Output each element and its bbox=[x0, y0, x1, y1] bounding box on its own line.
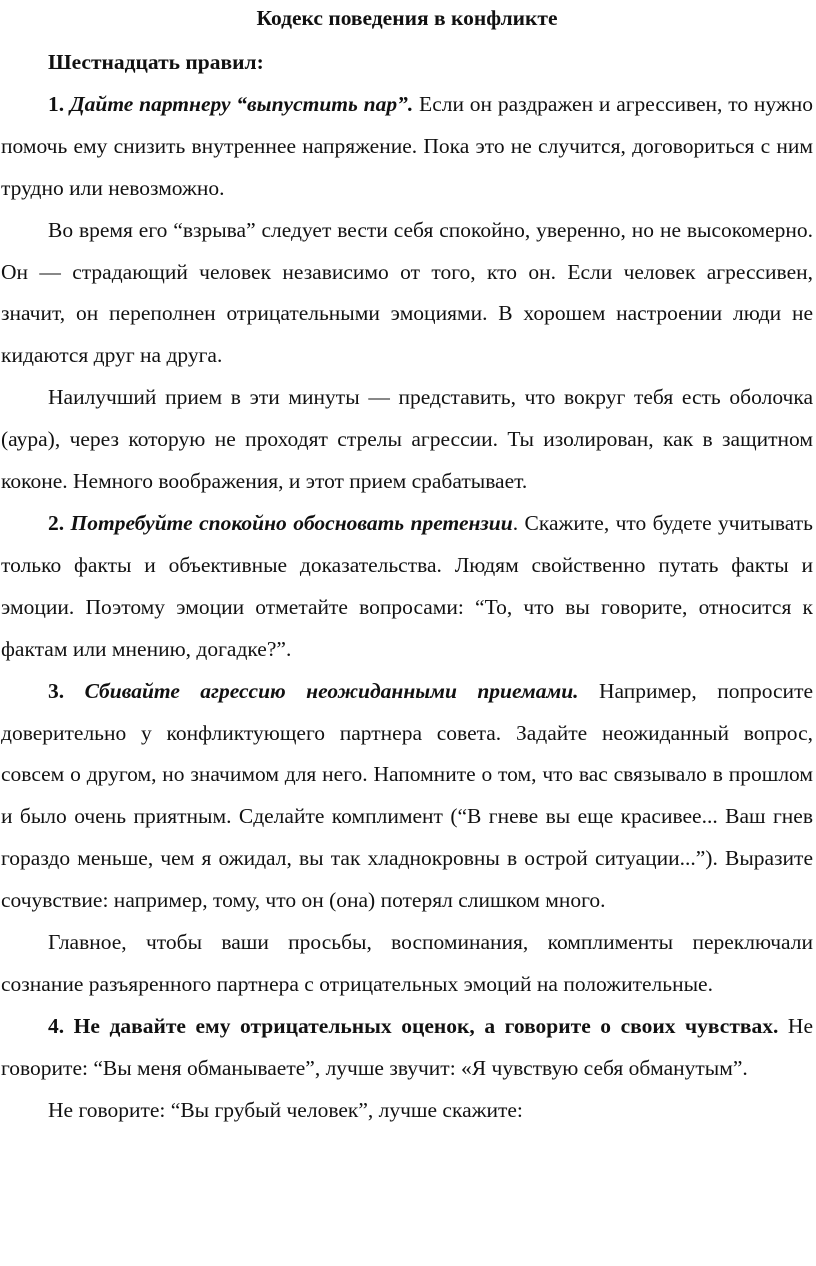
rule-1-number: 1. bbox=[48, 91, 65, 116]
rule-1-heading: Дайте партнеру “выпустить пар”. bbox=[69, 91, 414, 116]
rule-4-text: Не говорите: “Вы меня обманываете”, лучше звучит: «Я чувствую себя обманутым”. bbox=[1, 1013, 813, 1080]
rule-4-number: 4. bbox=[48, 1013, 65, 1038]
rule-3-text: Например, попросите доверительно у конфликтующего партнера совета. Задайте неожиданный вопрос, совсем о другом, но значимом для него. Напомните о том, что вас связывало в прошлом и было очень приятным. Сделайте комплимент (“В гневе вы еще красивее... Ваш гнев гораздо меньше, чем я ожидал, вы так хладнокровны в острой ситуации...”). Выразите сочувствие: например, тому, что он (она) потерял слишком много. bbox=[1, 678, 814, 913]
rule-2-paragraph bbox=[1, 503, 813, 671]
rule-4-paragraph bbox=[1, 1006, 813, 1090]
rule-4-heading: Не давайте ему отрицательных оценок, а говорите о своих чувствах. bbox=[73, 1013, 779, 1038]
document-subtitle: Шестнадцать правил: bbox=[48, 50, 264, 74]
rule-2-number: 2. bbox=[48, 510, 65, 535]
rule-3-heading: Сбивайте агрессию неожиданными приемами. bbox=[84, 678, 579, 703]
rule-2-heading: Потребуйте спокойно обосновать претензии bbox=[70, 510, 513, 535]
explosion-paragraph: Во время его “взрыва” следует вести себя спокойно, уверенно, но не высокомерно. Он — страдающий человек независимо от того, кто он. Если человек агрессивен, значит, он переполнен отрицательными эмоциями. В хорошем настроении люди не кидаются друг на друга. bbox=[1, 217, 813, 368]
rule-2-text: . Скажите, что будете учитывать только факты и объективные доказательства. Людям свойственно путать факты и эмоции. Поэтому эмоции отметайте вопросами: “То, что вы говорите, относится к фактам или мнению, догадке?”. bbox=[1, 510, 813, 661]
rule-1-text: Если он раздражен и агрессивен, то нужно помочь ему снизить внутреннее напряжение. Пока это не случится, договориться с ним трудно или невозможно. bbox=[1, 91, 813, 200]
document-title: Кодекс поведения в конфликте bbox=[256, 6, 558, 30]
last-paragraph: Не говорите: “Вы грубый человек”, лучше скажите: bbox=[48, 1097, 523, 1122]
rule-1-paragraph bbox=[1, 84, 813, 210]
aura-paragraph: Наилучший прием в эти минуты — представить, что вокруг тебя есть оболочка (аура), через которую не проходят стрелы агрессии. Ты изолирован, как в защитном коконе. Немного воображения, и этот прием срабатывает. bbox=[1, 385, 813, 494]
rule-3-paragraph bbox=[1, 671, 813, 922]
rule-3-number: 3. bbox=[48, 678, 65, 703]
main-point-paragraph: Главное, чтобы ваши просьбы, воспоминания, комплименты переключали сознание разъяренного партнера с отрицательных эмоций на положительные. bbox=[1, 930, 813, 996]
